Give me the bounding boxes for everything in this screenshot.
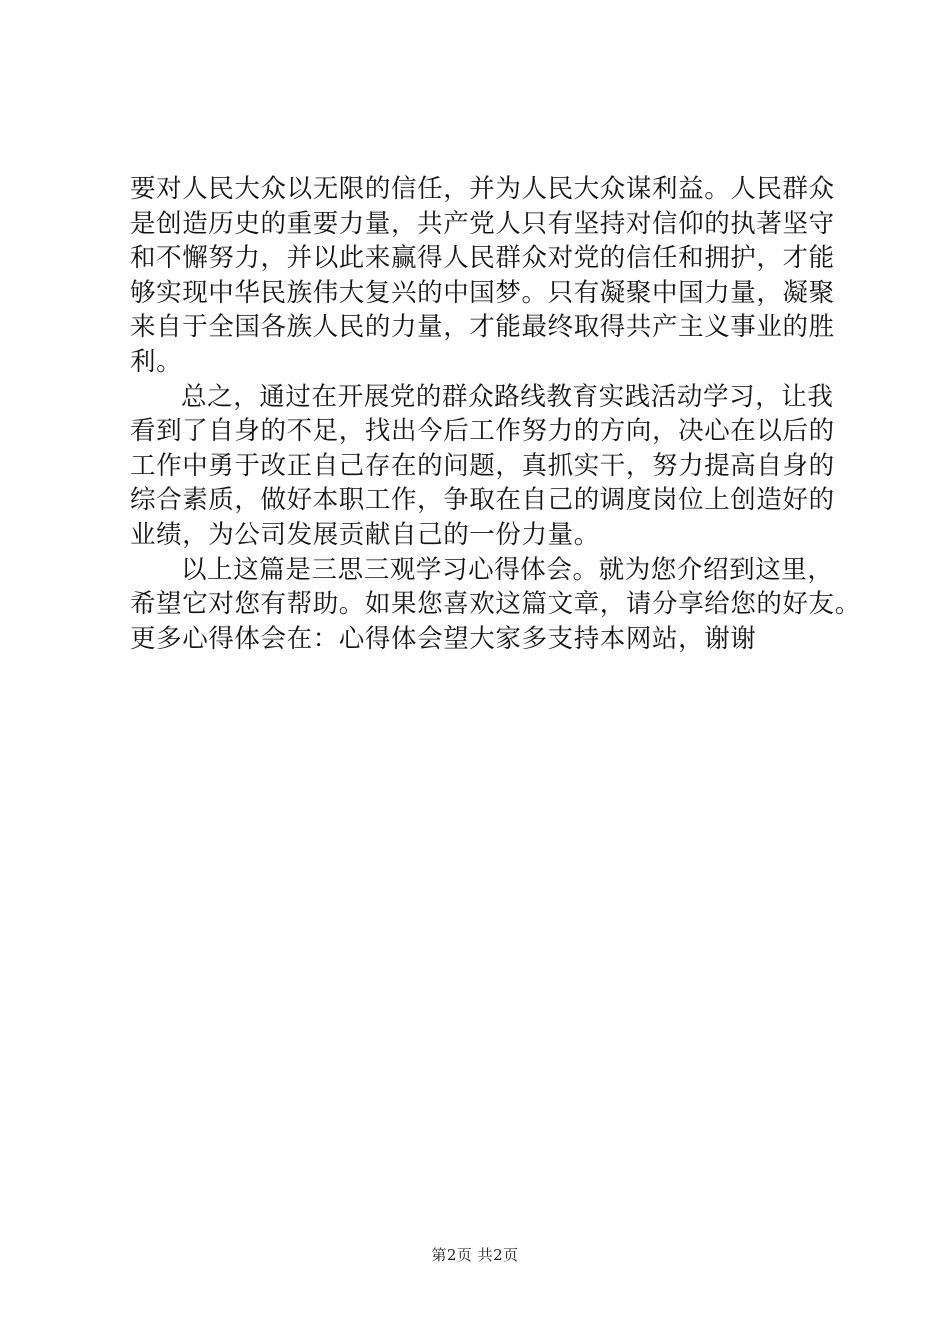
text-line: 工作中勇于改正自己存在的问题，真抓实干，努力提高自身的 — [130, 450, 835, 481]
text-line: 希望它对您有帮助。如果您喜欢这篇文章，请分享给您的好友。 — [130, 589, 861, 620]
paragraph-first-line: 以上这篇是三思三观学习心得体会。就为您介绍到这里， — [181, 554, 834, 585]
paragraph-first-line: 总之，通过在开展党的群众路线教育实践活动学习，让我 — [181, 381, 834, 412]
text-line: 看到了自身的不足，找出今后工作努力的方向，决心在以后的 — [130, 416, 835, 447]
text-line: 够实现中华民族伟大复兴的中国梦。只有凝聚中国力量，凝聚 — [130, 277, 835, 308]
text-line: 和不懈努力，并以此来赢得人民群众对党的信任和拥护，才能 — [130, 243, 835, 274]
page-number-footer: 第2页 共2页 — [431, 1246, 519, 1264]
text-line: 业绩，为公司发展贡献自己的一份力量。 — [130, 519, 600, 550]
text-line: 综合素质，做好本职工作，争取在自己的调度岗位上创造好的 — [130, 485, 835, 516]
text-line: 是创造历史的重要力量，共产党人只有坚持对信仰的执著坚守 — [130, 208, 835, 239]
text-line: 更多心得体会在：心得体会望大家多支持本网站，谢谢 — [130, 623, 757, 654]
text-line: 要对人民大众以无限的信任，并为人民大众谋利益。人民群众 — [130, 174, 835, 204]
text-line: 利。 — [130, 346, 183, 377]
text-line: 来自于全国各族人民的力量，才能最终取得共产主义事业的胜 — [130, 312, 835, 343]
document-body — [130, 172, 861, 656]
